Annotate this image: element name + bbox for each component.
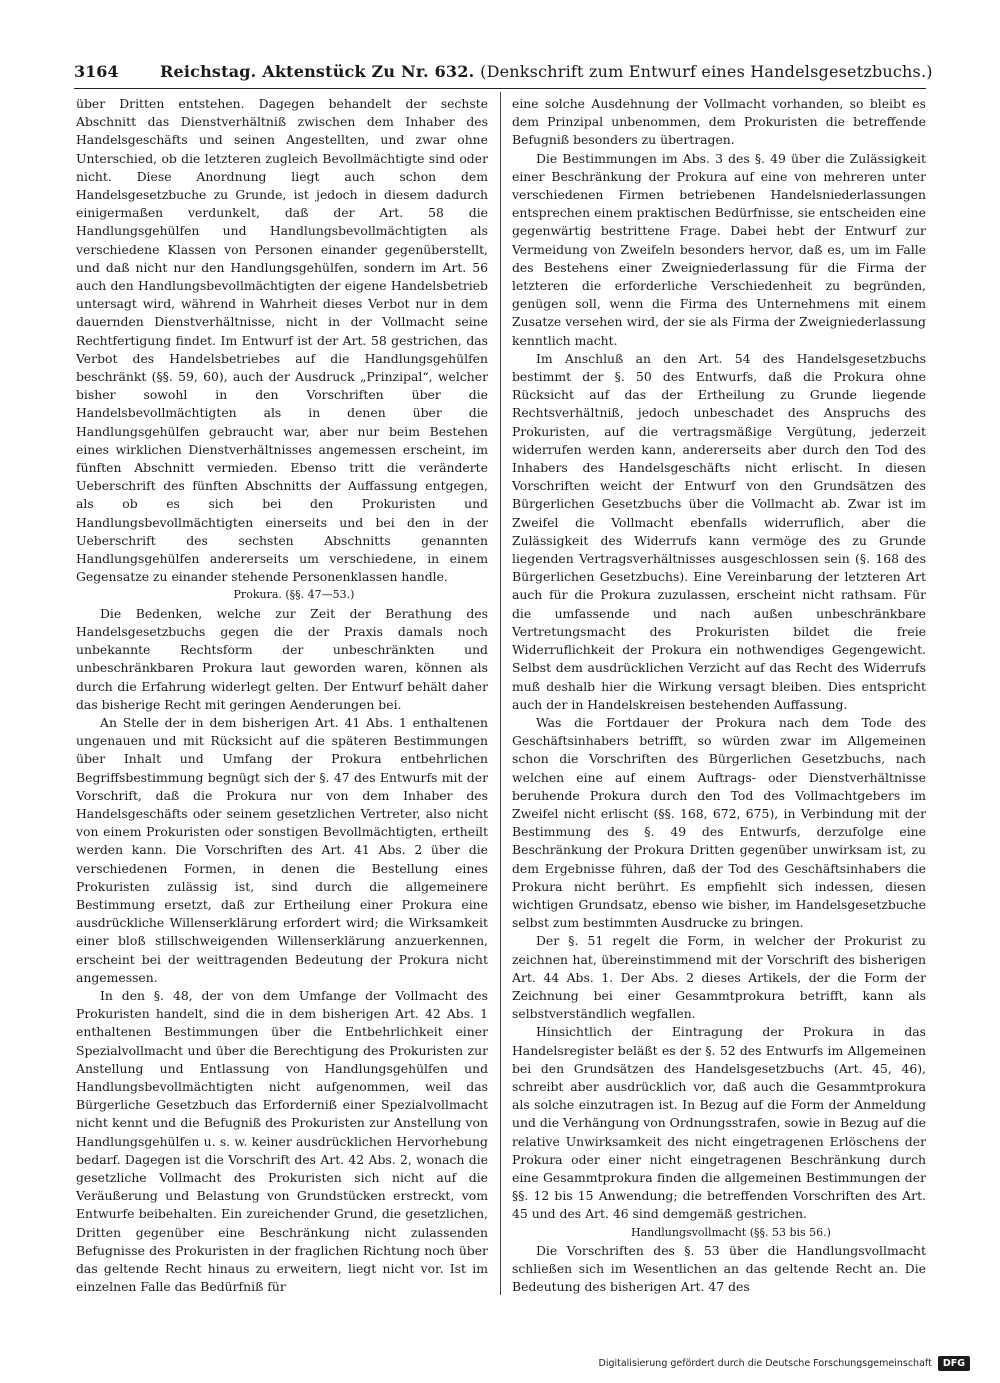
- credit-text: Digitalisierung gefördert durch die Deutsche Forschungsgemeinschaft: [598, 1358, 932, 1369]
- right-paragraph-6: Hinsichtlich der Eintragung der Prokura in das Handelsregister beläßt es der §. 52 des Entwurfs im Allgemeinen bei den Grundsätzen des Handelsgesetzbuchs (Art. 45, 46), schreibt aber ausdrücklich vor, daß auch die Gesammtprokura als solche einzutragen ist. In Bezug auf die Form der Anmeldung und die Verhängung von Ordnungsstrafen, sowie in Bezug auf die relative Unwirksamkeit des nicht eingetragenen Erlöschens der Prokura oder einer nicht eingetragenen Beschränkung durch eine Gesammtprokura finden die allgemeinen Bestimmungen der §§. 12 bis 15 Anwendung; die betreffenden Vorschriften des Art. 45 und des Art. 46 sind demgemäß gestrichen.: [512, 1024, 926, 1222]
- left-paragraph-1: über Dritten entstehen. Dagegen behandelt der sechste Abschnitt das Dienstverhältniß zwischen dem Inhaber des Handelsgeschäfts und seinen Angestellten, und zwar ohne Unterschied, ob die letzteren zugleich Bevollmächtigte sind oder nicht. Diese Anordnung liegt auch schon dem Handelsgesetzbuche zu Grunde, ist jedoch in diesem dadurch einigermaßen verdunkelt, daß der Art. 58 die Handlungsgehülfen und Handlungsbevollmächtigten als verschiedene Klassen von Personen einander gegenüberstellt, und daß nicht nur den Handlungsgehülfen, sondern im Art. 56 auch den Handlungsbevollmächtigten der eigene Handelsbetrieb untersagt wird, während in Wahrheit dieses Verbot nur in dem dauernden Dienstverhältnisse, nicht in der Vollmacht seine Rechtfertigung findet. Im Entwurf ist der Art. 58 gestrichen, das Verbot des Handelsbetriebes auf die Handlungsgehülfen beschränkt (§§. 59, 60), auch der Ausdruck „Prinzipal“, welcher bisher sowohl in den Vorschriften über die Handelsbevollmächtigten als in denen über die Handlungsgehülfen gebraucht war, aber nur beim Bestehen eines wirklichen Dienstverhältnisses angemessen erscheint, im fünften Abschnitt vermieden. Ebenso tritt die veränderte Ueberschrift des fünften Abschnitts der Auffassung entgegen, als ob es sich bei den Prokuristen und Handlungsbevollmächtigten einerseits und bei den in der Ueberschrift des sechsten Abschnitts genannten Handlungsgehülfen andererseits um verschiedene, in einem Gegensatze zu einander stehende Personenklassen handle.: [76, 96, 488, 585]
- right-paragraph-2: Die Bestimmungen im Abs. 3 des §. 49 über die Zulässigkeit einer Beschränkung der Prokura auf eine von mehreren unter verschiedenen Firmen betriebenen Handelsniederlassungen entsprechen einem praktischen Bedürfnisse, sie entscheiden eine gegenwärtig bestrittene Frage. Dabei hebt der Entwurf zur Vermeidung von Zweifeln besonders hervor, daß es, um im Falle des Bestehens einer Zweigniederlassung für die Firma der letzteren die erforderliche Verschiedenheit zu begründen, genügen soll, wenn die Firma des Unternehmens mit einem Zusatze versehen wird, der sie als Firma der Zweigniederlassung kenntlich macht.: [512, 150, 926, 348]
- digitization-credit: [599, 1356, 971, 1371]
- left-paragraph-3: An Stelle der in dem bisherigen Art. 41 Abs. 1 enthaltenen ungenauen und mit Rücksicht auf die späteren Bestimmungen über Inhalt und Umfang der Prokura entbehrlichen Begriffsbestimmung begnügt sich der §. 47 des Entwurfs mit der Vorschrift, daß die Prokura nur von dem Inhaber des Handelsgeschäfts oder seinem gesetzlichen Vertreter, also nicht von einem Prokuristen oder sonstigen Bevollmächtigten, ertheilt werden kann. Die Vorschriften des Art. 41 Abs. 2 über die verschiedenen Formen, in denen die Bestellung eines Prokuristen zulässig ist, sind durch die allgemeinere Bestimmung ersetzt, daß zur Ertheilung einer Prokura eine ausdrückliche Willenserklärung erfordert wird; die Wirksamkeit einer bloß stillschweigenden Willenserklärung anzuerkennen, erscheint bei der weittragenden Bedeutung der Prokura nicht angemessen.: [76, 714, 488, 985]
- left-paragraph-4: In den §. 48, der von dem Umfange der Vollmacht des Prokuristen handelt, sind die in dem bisherigen Art. 42 Abs. 1 enthaltenen Bestimmungen über die Entbehrlichkeit einer Spezialvollmacht und über die Berechtigung des Prokuristen zur Anstellung und Entlassung von Handlungsgehülfen und Handlungsbevollmächtigten nicht aufgenommen, weil das Bürgerliche Gesetzbuch das Erforderniß einer Spezialvollmacht nicht kennt und die Befugniß des Prokuristen zur Anstellung von Handlungsgehülfen u. s. w. keiner ausdrücklichen Hervorhebung bedarf. Dagegen ist die Vorschrift des Art. 42 Abs. 2, wonach die gesetzliche Vollmacht des Prokuristen sich nicht auf die Veräußerung und Belastung von Grundstücken erstreckt, vom Entwurfe beibehalten. Ein zureichender Grund, die gesetzlichen, Dritten gegenüber eine Beschränkung nicht zulassenden Befugnisse des Prokuristen in der fraglichen Richtung noch über das geltende Recht hinaus zu erweitern, liegt nicht vor. Ist im einzelnen Falle das Bedürfniß für: [76, 987, 488, 1295]
- left-paragraph-2: Die Bedenken, welche zur Zeit der Berathung des Handelsgesetzbuchs gegen die der Praxis damals noch unbekannte Rechtsform der unbeschränkten und unbeschränkbaren Prokura laut geworden waren, können als durch die Erfahrung widerlegt gelten. Der Entwurf behält daher das bisherige Recht mit geringen Aenderungen bei.: [76, 605, 488, 712]
- right-paragraph-4: Was die Fortdauer der Prokura nach dem Tode des Geschäftsinhabers betrifft, so würden zwar im Allgemeinen schon die Vorschriften des Bürgerlichen Gesetzbuchs, nach welchen eine auf einem Auftrags- oder Dienstverhältnisse beruhende Prokura durch den Tod des Vollmachtgebers im Zweifel nicht erlischt (§§. 168, 672, 675), in Verbindung mit der Bestimmung des §. 49 des Entwurfs, derzufolge eine Beschränkung der Prokura Dritten gegenüber unwirksam ist, zu dem Ergebnisse führen, daß der Tod des Geschäftsinhabers die Prokura nicht berührt. Es empfiehlt sich indessen, diesen wichtigen Grundsatz, ebenso wie bisher, im Handelsgesetzbuche selbst zum bestimmten Ausdrucke zu bringen.: [512, 714, 926, 931]
- right-paragraph-3: Im Anschluß an den Art. 54 des Handelsgesetzbuchs bestimmt der §. 50 des Entwurfs, daß die Prokura ohne Rücksicht auf das der Ertheilung zu Grunde liegende Rechtsverhältniß, jedoch unbeschadet des Anspruchs des Prokuristen, auf die vertragsmäßige Vergütung, jederzeit widerrufen werden kann, andererseits aber durch den Tod des Inhabers des Handelsgeschäfts nicht erlischt. In diesen Vorschriften weicht der Entwurf von den Grundsätzen des Bürgerlichen Gesetzbuchs über die Vollmacht ab. Zwar ist im Zweifel die Vollmacht ebenfalls widerruflich, aber die Zulässigkeit des Widerrufs kann vermöge des zu Grunde liegenden Vertragsverhältnisses ausgeschlossen sein (§. 168 des Bürgerlichen Gesetzbuchs). Eine Vereinbarung der letzteren Art auch für die Prokura zuzulassen, erscheint nicht rathsam. Für die umfassende und nach außen unbeschränkbare Vertretungsmacht des Prokuristen bildet die freie Widerruflichkeit der Prokura ein nothwendiges Gegengewicht. Selbst dem ausdrücklichen Verzicht auf das Recht des Widerrufs muß deshalb hier die Wirkung versagt bleiben. Dies entspricht auch der in Handelskreisen bestehenden Auffassung.: [512, 350, 926, 712]
- left-column: [76, 95, 488, 1295]
- right-column: [512, 95, 926, 1295]
- header-rule: [74, 88, 926, 89]
- column-divider: [500, 92, 501, 1295]
- right-paragraph-1: eine solche Ausdehnung der Vollmacht vorhanden, so bleibt es dem Prinzipal unbenommen, dem Prokuristen die betreffende Befugniß besonders zu übertragen.: [512, 96, 926, 148]
- dfg-logo-icon: DFG: [938, 1356, 970, 1371]
- page-number: 3164: [74, 62, 119, 81]
- section-heading-handlungsvollmacht: Handlungsvollmacht (§§. 53 bis 56.): [631, 1225, 831, 1239]
- right-paragraph-5: Der §. 51 regelt die Form, in welcher der Prokurist zu zeichnen hat, übereinstimmend mit der Vorschrift des bisherigen Art. 44 Abs. 1. Der Abs. 2 dieses Artikels, der die Form der Zeichnung bei einer Gesammtprokura betrifft, kann als selbstverständlich wegfallen.: [512, 933, 926, 1022]
- right-paragraph-7: Die Vorschriften des §. 53 über die Handlungsvollmacht schließen sich im Wesentlichen an das geltende Recht an. Die Bedeutung des bisherigen Art. 47 des: [512, 1242, 926, 1295]
- running-title: Reichstag. Aktenstück Zu Nr. 632.: [160, 62, 475, 81]
- running-head: [160, 62, 933, 81]
- running-description: (Denkschrift zum Entwurf eines Handelsgesetzbuchs.): [480, 62, 933, 81]
- page-header: [74, 58, 933, 86]
- section-heading-prokura: Prokura. (§§. 47—53.): [233, 588, 355, 602]
